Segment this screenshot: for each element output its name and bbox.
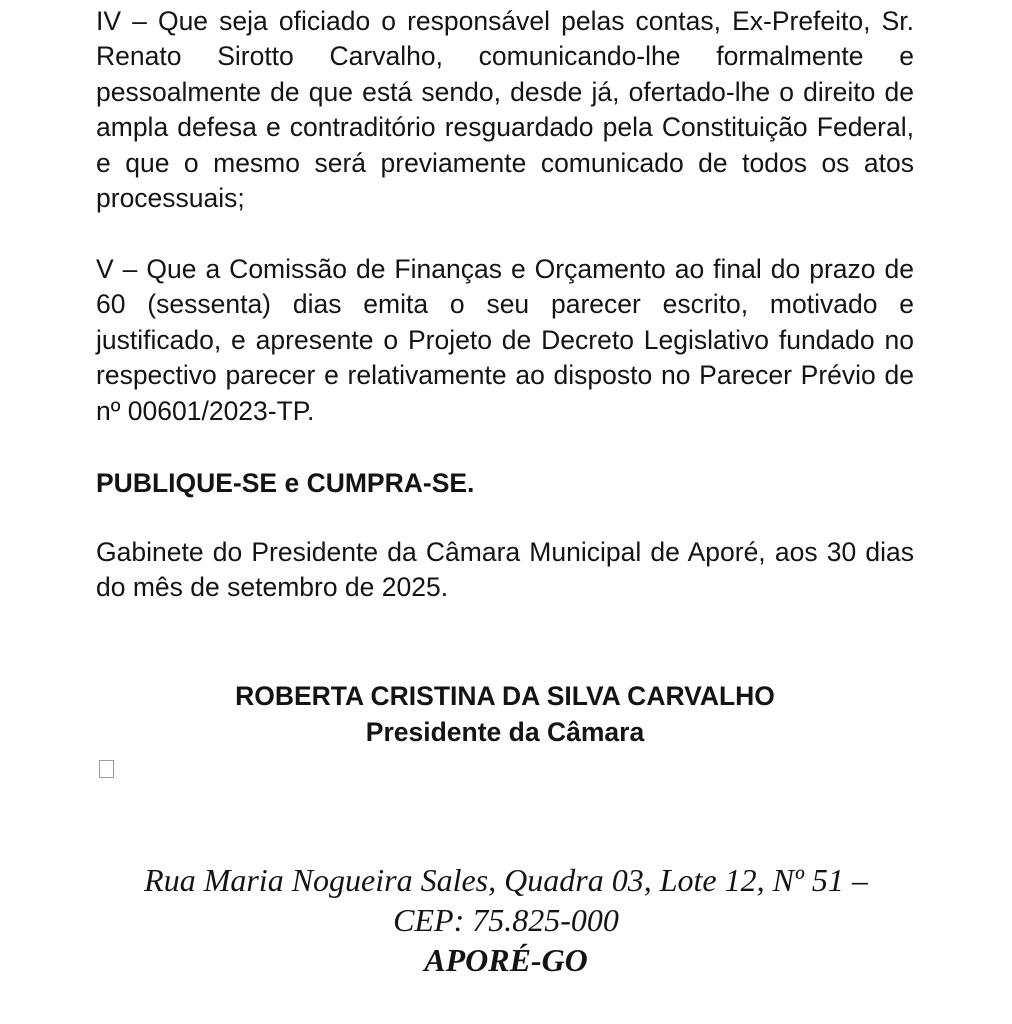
- office-date-paragraph: Gabinete do Presidente da Câmara Municipal de Aporé, aos 30 dias do mês de setembro de 2025.: [96, 537, 914, 603]
- signature-block: [96, 678, 914, 750]
- clause-v-paragraph: V – Que a Comissão de Finanças e Orçamento ao final do prazo de 60 (sessenta) dias emita o seu parecer escrito, motivado e justificado, e apresente o Projeto de Decreto Legislativo fundado no respectivo parecer e relativamente ao disposto no Parecer Prévio de nº 00601/2023-TP.: [96, 254, 914, 426]
- address-city: APORÉ-GO: [424, 942, 588, 978]
- footer-address: [60, 860, 952, 980]
- missing-glyph-icon: [99, 760, 114, 778]
- address-line-cep: CEP: 75.825-000: [393, 902, 619, 938]
- address-line-street: Rua Maria Nogueira Sales, Quadra 03, Lote 12, Nº 51 –: [144, 862, 868, 898]
- signatory-title: Presidente da Câmara: [365, 717, 645, 747]
- signatory-name: ROBERTA CRISTINA DA SILVA CARVALHO: [235, 681, 775, 711]
- publication-order: PUBLIQUE-SE e CUMPRA-SE.: [96, 468, 475, 498]
- clause-iv-paragraph: IV – Que seja oficiado o responsável pelas contas, Ex-Prefeito, Sr. Renato Sirotto Carvalho, comunicando-lhe formalmente e pessoalmente de que está sendo, desde já, ofertado-lhe o direito de ampla defesa e contraditório resguardado pela Constituição Federal, e que o mesmo será previamente comunicado de todos os atos processuais;: [96, 6, 914, 214]
